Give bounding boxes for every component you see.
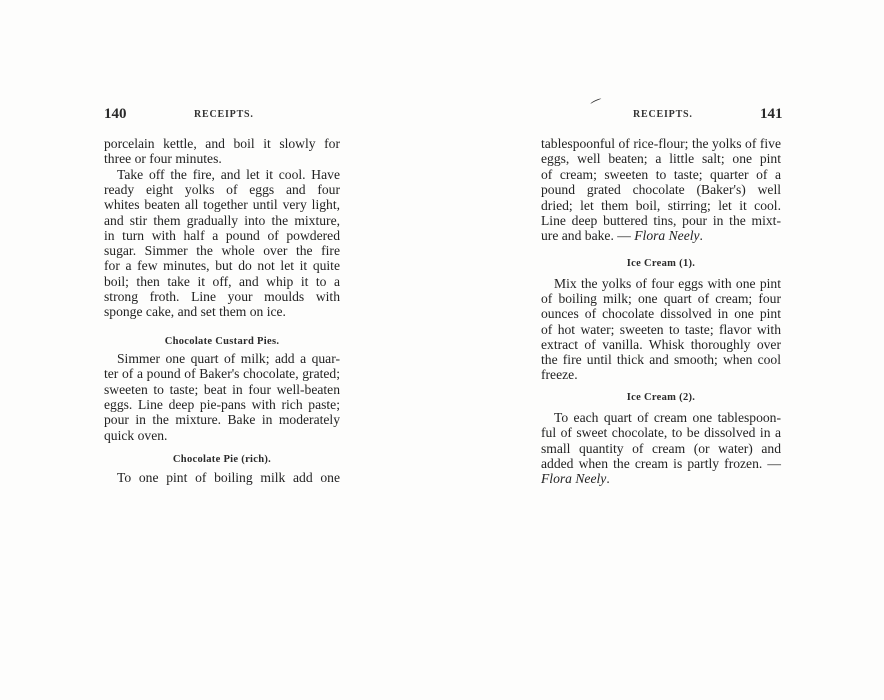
ink-mark	[590, 98, 602, 106]
text-line: ful of sweet chocolate, to be dissolved in a	[541, 425, 781, 441]
text-line: ounces of chocolate dissolved in one pint	[541, 306, 781, 322]
text-line: To one pint of boiling milk add one	[117, 470, 340, 485]
text-line: and stir them gradually into the mixture,	[104, 212, 340, 228]
running-head: RECEIPTS.	[194, 109, 254, 120]
recipe-heading: Chocolate Custard Pies.	[164, 336, 280, 347]
text-fragment: ure and bake. —	[541, 228, 635, 244]
page-number: 140	[104, 106, 127, 122]
author-attribution: Flora Neely	[541, 471, 607, 487]
text-line: of boiling milk; one quart of cream; four	[541, 291, 781, 307]
text-line: To each quart of cream one tablespoon-	[554, 410, 781, 425]
text-line: sponge cake, and set them on ice.	[104, 304, 286, 320]
text-line: Take off the fire, and let it cool. Have	[117, 166, 340, 182]
recipe-heading: Chocolate Pie (rich).	[172, 454, 272, 465]
text-line: for a few minutes, but do not let it quite	[104, 258, 340, 274]
text-line: added when the cream is partly frozen. —	[541, 455, 781, 471]
text-line: ready eight yolks of eggs and four	[104, 181, 340, 197]
attribution-line	[541, 471, 781, 486]
text-line: eggs, well beaten; a little salt; one pint	[541, 151, 781, 167]
text-line: small quantity of cream (or water) and	[541, 440, 781, 456]
right-page	[442, 0, 884, 700]
text-line: the fire until thick and smooth; when cool	[541, 352, 781, 367]
recipe-heading: Ice Cream (2).	[626, 392, 696, 403]
text-line: quick oven.	[104, 427, 168, 443]
text-line	[541, 228, 781, 243]
text-line: porcelain kettle, and boil it slowly for	[104, 136, 340, 151]
text-line: tablespoonful of rice-flour; the yolks of five	[541, 136, 781, 151]
running-head: RECEIPTS.	[633, 109, 693, 120]
text-line: Simmer one quart of milk; add a quar-	[117, 351, 340, 366]
text-line: sweeten to taste; beat in four well-beaten	[104, 381, 340, 397]
text-line: whites beaten all together until very light,	[104, 197, 340, 213]
text-line: of hot water; sweeten to taste; flavor with	[541, 321, 781, 337]
text-line: of cream; sweeten to taste; quarter of a	[541, 166, 781, 182]
text-line: freeze.	[541, 367, 578, 383]
text-line: Mix the yolks of four eggs with one pint	[554, 276, 781, 291]
text-line: pour in the mixture. Bake in moderately	[104, 412, 340, 428]
text-line: dried; let them boil, stirring; let it cool.	[541, 197, 781, 213]
text-line: sugar. Simmer the whole over the fire	[104, 243, 340, 259]
page-number: 141	[760, 106, 783, 122]
text-line: pound grated chocolate (Baker's) well	[541, 182, 781, 198]
text-line: extract of vanilla. Whisk thoroughly over	[541, 336, 781, 352]
text-line: three or four minutes.	[104, 151, 222, 167]
text-line: in turn with half a pound of powdered	[104, 227, 340, 243]
text-line: eggs. Line deep pie-pans with rich paste;	[104, 396, 340, 412]
text-line: boil; then take it off, and whip it to a	[104, 273, 340, 289]
text-line: Line deep buttered tins, pour in the mixt-	[541, 213, 781, 228]
author-attribution: Flora Neely	[634, 228, 700, 244]
text-line: strong froth. Line your moulds with	[104, 289, 340, 304]
punctuation: .	[606, 471, 610, 487]
recipe-heading: Ice Cream (1).	[626, 258, 696, 269]
punctuation: .	[699, 228, 703, 244]
text-line: ter of a pound of Baker's chocolate, grated;	[104, 366, 340, 382]
